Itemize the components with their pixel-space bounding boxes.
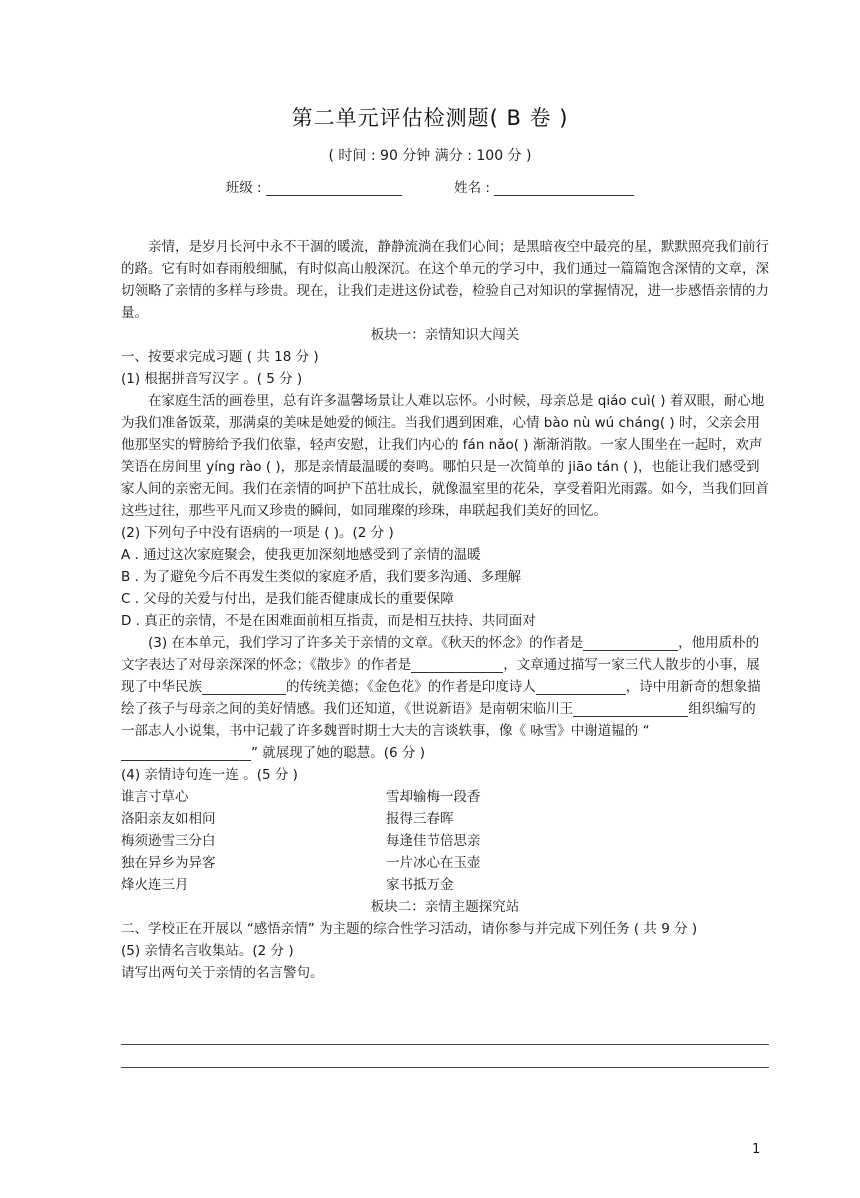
question-2-option-a: A . 通过这次家庭聚会，使我更加深刻地感受到了亲情的温暖 xyxy=(121,547,481,563)
q3-text-g: ” 就展现了她的聪慧。(6 分 ) xyxy=(251,745,425,761)
name-field[interactable] xyxy=(494,179,634,196)
poem-right-1[interactable]: 雪却输梅一段香 xyxy=(386,789,481,805)
question-1-text: 在家庭生活的画卷里，总有许多温馨场景让人难以忘怀。小时候，母亲总是 qiáo cuì( ) 着双眼，耐心地为我们准备饭菜，那满桌的美味是她爱的倾注。当我们遇到困难，心情 bào nù wú cháng( ) 时，父亲会用他那坚实的臂膀给予我们依靠，轻声安慰，让我们内心的 fán nǎo( ) 渐渐消散。一家人围坐在一起时，欢声笑语在房间里 yíng rào ( )，那是亲情最温暖的奏鸣。哪怕只是一次简单的 jiāo tán ( )，也能让我们感受到家人间的亲密无间。我们在亲情的呵护下茁壮成长，就像温室里的花朵，享受着阳光雨露。如今，当我们回首这些过往，那些平凡而又珍贵的瞬间，如同璀璨的珍珠，串联起我们美好的回忆。 xyxy=(121,393,769,519)
q3-text-c: ，文章通过描写一家三代人散步的小事，展现了中华民族 xyxy=(121,657,760,695)
part-title-1: 一、按要求完成习题 ( 共 18 分 ) xyxy=(121,349,319,365)
q3-text-b: ，他用质朴的文字表达了对母亲深深的怀念；《散步》的作者是 xyxy=(121,635,760,673)
question-5-title: (5) 亲情名言收集站。(2 分 ) xyxy=(121,943,294,959)
section-heading-1: 板块一：亲情知识大闯关 xyxy=(370,327,520,343)
answer-line-1[interactable] xyxy=(121,1044,769,1045)
poem-left-4[interactable]: 独在异乡为异客 xyxy=(121,855,216,871)
q3-blank-author-1[interactable] xyxy=(583,635,678,651)
poem-left-2[interactable]: 洛阳亲友如相问 xyxy=(121,811,216,827)
q3-blank-quote[interactable] xyxy=(121,745,251,761)
section-heading-2: 板块二：亲情主题探究站 xyxy=(370,899,520,915)
poem-matching-grid xyxy=(121,786,769,896)
q3-text-d: 的传统美德；《金色花》的作者是印度诗人 xyxy=(286,679,536,695)
answer-line-2[interactable] xyxy=(121,1067,769,1068)
poem-right-5[interactable]: 家书抵万金 xyxy=(386,877,454,893)
q3-blank-virtue[interactable] xyxy=(202,679,286,695)
poem-left-1[interactable]: 谁言寸草心 xyxy=(121,789,189,805)
poem-right-2[interactable]: 报得三春晖 xyxy=(386,811,454,827)
question-5-prompt: 请写出两句关于亲情的名言警句。 xyxy=(121,965,324,981)
question-2-option-c: C . 父母的关爱与付出，是我们能否健康成长的重要保障 xyxy=(121,591,454,607)
question-4-title: (4) 亲情诗句连一连 。(5 分 ) xyxy=(121,767,298,783)
question-2-option-b: B . 为了避免今后不再发生类似的家庭矛盾，我们要多沟通、多理解 xyxy=(121,569,522,585)
q3-text-e: ，诗中用新奇的想象描绘了孩子与母亲之间的美好情感。我们还知道，《世说新语》是南朝宋临川王 xyxy=(121,679,761,717)
name-label: 姓名 : xyxy=(454,180,490,196)
poem-left-5[interactable]: 烽火连三月 xyxy=(121,877,189,893)
q3-text-f: 组织编写的一部志人小说集，书中记载了许多魏晋时期士大夫的言谈轶事，像《 咏雪》中谢道韫的 “ xyxy=(121,701,756,739)
q3-blank-editor[interactable] xyxy=(573,701,688,717)
exam-subtitle: ( 时间 : 90 分钟 满分 : 100 分 ) xyxy=(328,148,532,164)
question-1-title: (1) 根据拼音写汉字 。( 5 分 ) xyxy=(121,371,303,387)
page-title: 第二单元评估检测题( B 卷 ) xyxy=(291,106,569,130)
question-2-title: (2) 下列句子中没有语病的一项是 ( )。(2 分 ) xyxy=(121,525,394,541)
q3-blank-poet[interactable] xyxy=(536,679,626,695)
q3-blank-author-2[interactable] xyxy=(411,657,503,673)
poem-right-4[interactable]: 一片冰心在玉壶 xyxy=(386,855,481,871)
question-2-option-d: D . 真正的亲情，不是在困难面前相互指责，而是相互扶持、共同面对 xyxy=(121,613,536,629)
page-number: 1 xyxy=(752,1142,761,1157)
class-field[interactable] xyxy=(266,179,402,196)
poem-left-3[interactable]: 梅须逊雪三分白 xyxy=(121,833,216,849)
student-info-line xyxy=(0,176,860,196)
intro-paragraph: 亲情，是岁月长河中永不干涸的暖流，静静流淌在我们心间；是黑暗夜空中最亮的星，默默照亮我们前行的路。它有时如春雨般细腻，有时似高山般深沉。在这个单元的学习中，我们通过一篇篇饱含深情的文章，深切领略了亲情的多样与珍贵。现在，让我们走进这份试卷，检验自己对知识的掌握情况，进一步感悟亲情的力量。 xyxy=(121,239,769,321)
part-title-2: 二、学校正在开展以 “感悟亲情” 为主题的综合性学习活动，请你参与并完成下列任务 ( 共 9 分 ) xyxy=(121,921,698,937)
q3-text-a: (3) 在本单元，我们学习了许多关于亲情的文章。《秋天的怀念》的作者是 xyxy=(148,635,584,651)
class-label: 班级 : xyxy=(225,180,262,196)
poem-right-3[interactable]: 每逢佳节倍思亲 xyxy=(386,833,481,849)
question-3-text xyxy=(121,632,769,764)
exam-content xyxy=(121,236,769,984)
